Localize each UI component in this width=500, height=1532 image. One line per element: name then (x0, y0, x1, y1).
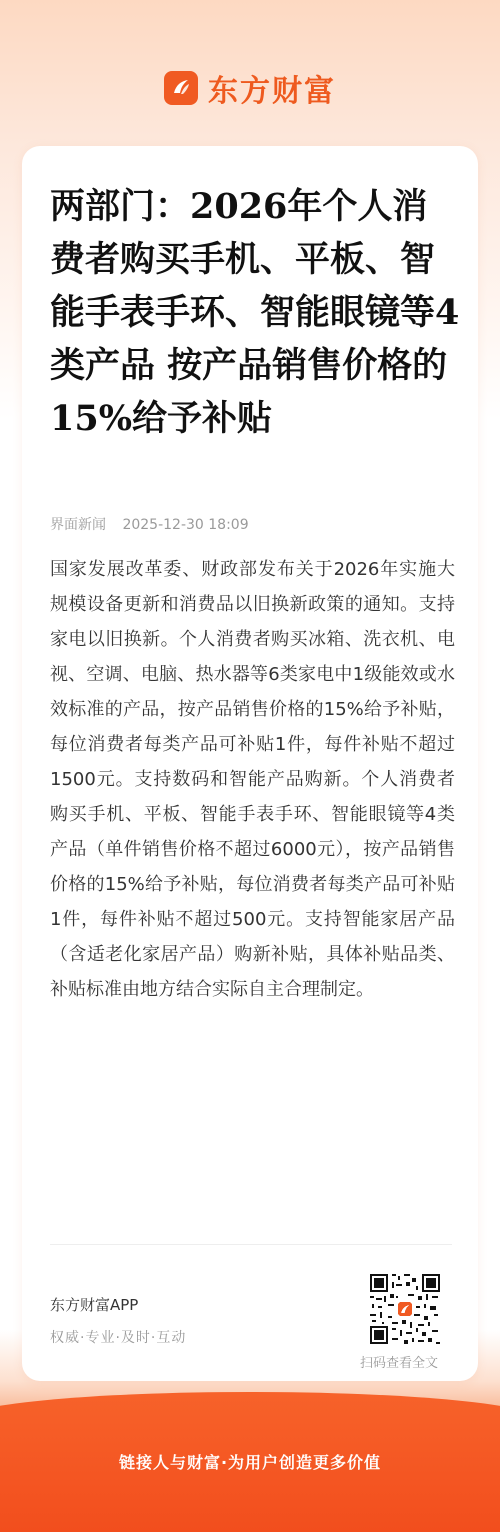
article-meta (50, 514, 249, 534)
article-datetime: 2025-12-30 18:09 (122, 517, 249, 533)
app-slogan: 权威·专业·及时·互动 (50, 1330, 187, 1346)
qr-code[interactable] (368, 1272, 442, 1346)
article-source: 界面新闻 (50, 517, 106, 533)
bottom-slogan: 链接人与财富·为用户创造更多价值 (118, 1453, 382, 1472)
app-name: 东方财富APP (50, 1296, 139, 1314)
article-body: 国家发展改革委、财政部发布关于2026年实施大规模设备更新和消费品以旧换新政策的通知。支持家电以旧换新。个人消费者购买冰箱、洗衣机、电视、空调、电脑、热水器等6类家电中1级能效或水效标准的产品，按产品销售价格的15%给予补贴，每位消费者每类产品可补贴1件，每件补贴不超过1500元。支持数码和智能产品购新。个人消费者购买手机、平板、智能手表手环、智能眼镜等4类产品（单件销售价格不超过6000元），按产品销售价格的15%给予补贴，每位消费者每类产品可补贴1件，每件补贴不超过500元。支持智能家居产品（含适老化家居产品）购新补贴，具体补贴品类、补贴标准由地方结合实际自主合理制定。 (50, 559, 455, 1000)
article-title: 两部门：2026年个人消费者购买手机、平板、智能手表手环、智能眼镜等4类产品 按产品销售价格的15%给予补贴 (50, 186, 460, 439)
brand-header (0, 66, 500, 110)
eastmoney-logo-icon (164, 71, 198, 105)
brand-name: 东方财富 (208, 74, 336, 109)
qr-label: 扫码查看全文 (360, 1356, 439, 1371)
divider (50, 1244, 452, 1245)
